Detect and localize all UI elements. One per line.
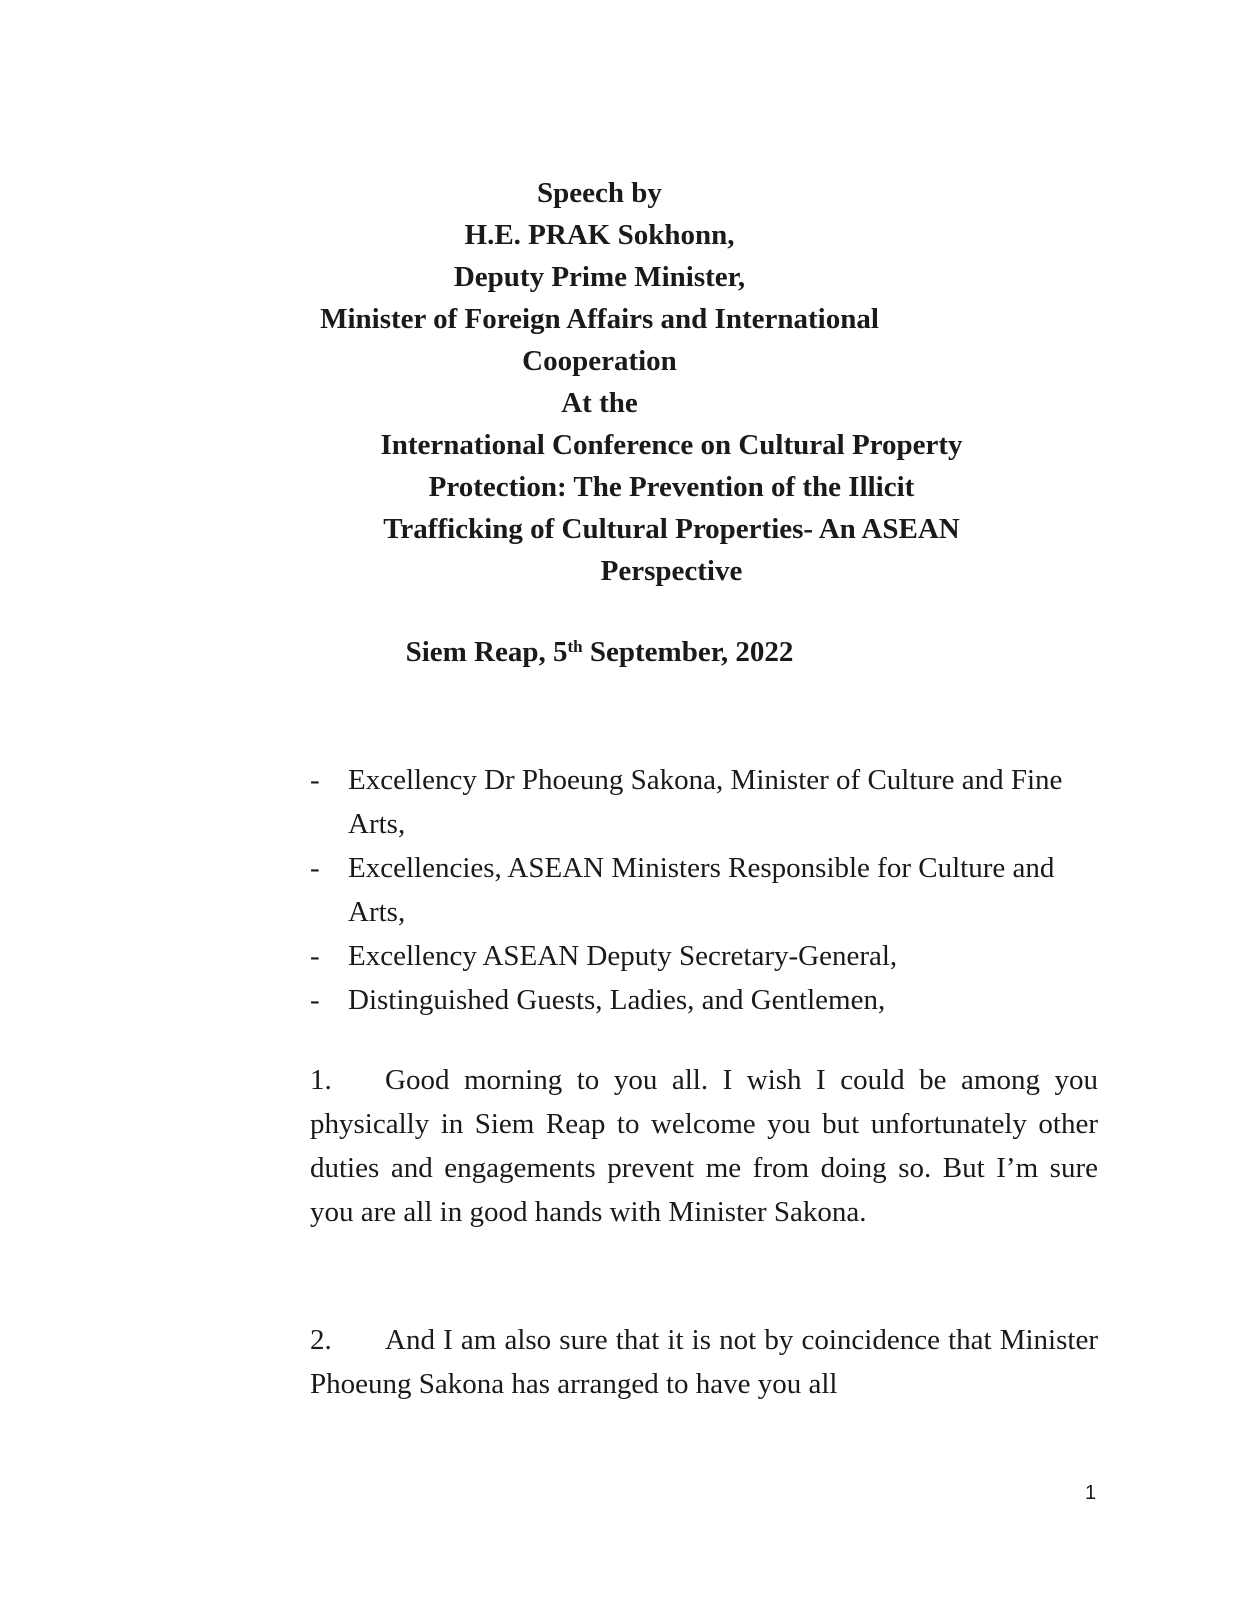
date-location-day: Siem Reap, 5 — [405, 636, 568, 668]
list-dash: - — [310, 764, 320, 796]
salutation-text: Excellencies, ASEAN Ministers Responsible for Culture and Arts, — [348, 852, 1055, 928]
title-line-deputy-pm: Deputy Prime Minister, — [453, 261, 746, 293]
title-line-conference-1: International Conference on Cultural Property — [380, 429, 963, 461]
title-line-conference-3: Trafficking of Cultural Properties- An ASEAN — [383, 513, 960, 545]
list-dash: - — [310, 940, 320, 972]
title-line-conference-4: Perspective — [600, 555, 743, 587]
title-line-speaker-name: H.E. PRAK Sokhonn, — [464, 219, 735, 251]
paragraph-number: 2. — [310, 1324, 332, 1356]
salutation-item — [310, 978, 1100, 1022]
paragraph-text: Good morning to you all. I wish I could be among you physically in Siem Reap to welcome you but unfortunately other duties and engagements prevent me from doing so. But I’m sure you are all in good hands with Minister Sakona. — [310, 1064, 1098, 1228]
title-line-cooperation: Cooperation — [522, 345, 677, 377]
salutation-item — [310, 934, 1100, 978]
salutation-list — [310, 758, 1100, 1022]
title-line-conference-2: Protection: The Prevention of the Illicit — [428, 471, 915, 503]
paragraph-text: And I am also sure that it is not by coincidence that Minister Phoeung Sakona has arranged to have you all — [310, 1324, 1098, 1400]
speech-title-block — [0, 172, 1249, 592]
title-line-at-the: At the — [561, 387, 638, 419]
salutation-text: Distinguished Guests, Ladies, and Gentlemen, — [348, 984, 886, 1016]
paragraph-number: 1. — [310, 1064, 332, 1096]
paragraph-2 — [310, 1318, 1098, 1406]
title-line-minister-foreign-affairs: Minister of Foreign Affairs and International — [320, 303, 879, 335]
salutation-text: Excellency ASEAN Deputy Secretary-General, — [348, 940, 898, 972]
date-month-year: September, 2022 — [582, 636, 794, 668]
list-dash: - — [310, 984, 320, 1016]
salutation-item — [310, 846, 1100, 934]
speech-date — [0, 632, 1224, 672]
list-dash: - — [310, 852, 320, 884]
date-ordinal-suffix: th — [567, 637, 583, 656]
salutation-text: Excellency Dr Phoeung Sakona, Minister of Culture and Fine Arts, — [348, 764, 1063, 840]
page-number: 1 — [1085, 1482, 1097, 1504]
paragraph-1 — [310, 1058, 1098, 1234]
salutation-item — [310, 758, 1100, 846]
title-line-speech-by: Speech by — [537, 177, 662, 209]
